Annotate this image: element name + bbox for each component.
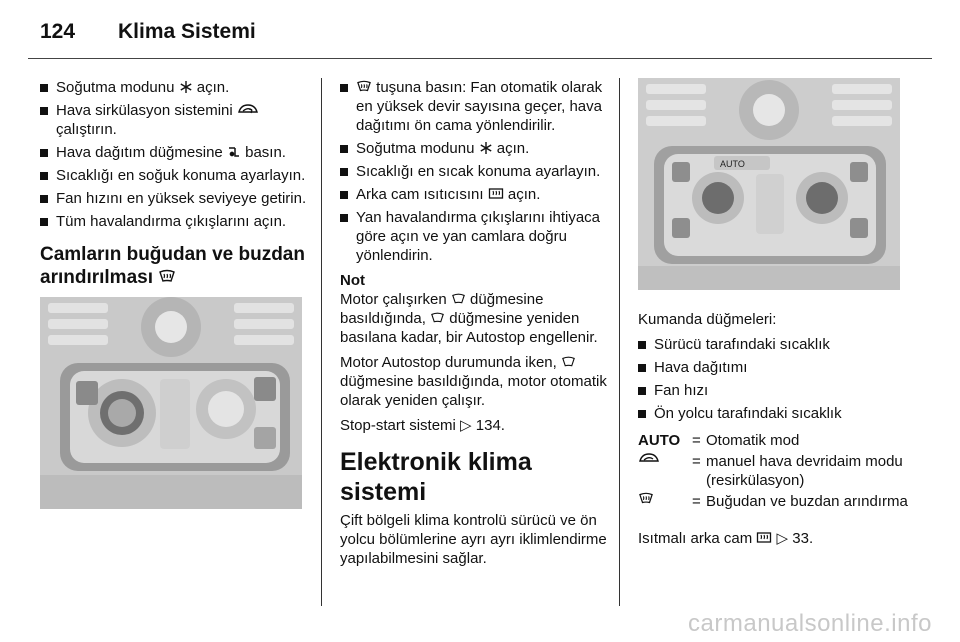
snowflake-icon [179, 80, 193, 94]
step-list-2 [340, 78, 610, 265]
electronic-climate-panel-photo [638, 78, 900, 290]
windscreen-defrost-icon [561, 356, 576, 369]
list-item: Soğutma modunu açın. [340, 139, 610, 158]
definition-value: Buğudan ve buzdan arındırma [706, 493, 908, 510]
climate-panel-photo [40, 297, 302, 509]
climate-panel-illustration [40, 297, 302, 509]
windscreen-defrost-icon [158, 269, 176, 285]
windscreen-defrost-icon [356, 80, 372, 94]
list-item: Soğutma modunu açın. [40, 78, 312, 97]
list-item: Fan hızını en yüksek seviyeye getirin. [40, 189, 312, 208]
windscreen-defrost-icon [451, 293, 466, 306]
section-heading: Camların buğudan ve buzdan arındırılması [40, 244, 305, 288]
list-item: Hava sirkülasyon sistemini çalıştırın. [40, 101, 312, 139]
definition-key: AUTO [638, 432, 681, 449]
definition-key [638, 492, 692, 511]
list-item: tuşuna basın: Fan otomatik olarak en yüksek devir sayısına geçer, hava dağıtımı ön cama yönlendirilir. [340, 78, 610, 135]
list-item: Sıcaklığı en sıcak konuma ayarlayın. [340, 162, 610, 181]
note-paragraph: Motor Autostop durumunda iken, düğmesine basıldığında, motor otomatik olarak yeniden çalışır. [340, 354, 607, 409]
definition-value: manuel hava devridaim modu (resirkülasyon) [706, 453, 903, 489]
note-paragraph: Motor çalışırken düğmesine basıldığında, düğmesine yeniden basılana kadar, bir Autostop engellenir. [340, 291, 598, 346]
list-item: Sürücü tarafındaki sıcaklık [638, 335, 918, 354]
note-title: Not [340, 272, 365, 289]
definition-row: = Buğudan ve buzdan arındırma [638, 492, 918, 511]
column-3 [638, 78, 918, 554]
section-title: Elektronik klima sistemi [340, 448, 532, 506]
list-item: Hava dağıtımı [638, 358, 918, 377]
cross-reference[interactable]: Stop-start sistemi ▷ 134. [340, 417, 505, 434]
column-divider-2 [619, 78, 620, 606]
step-list-1 [40, 78, 312, 231]
controls-list [638, 335, 918, 423]
watermark: carmanualsonline.info [688, 610, 932, 637]
air-distribution-icon [227, 145, 241, 159]
recirculation-icon [237, 103, 259, 117]
rear-window-heater-icon [488, 187, 504, 201]
column-2 [340, 78, 610, 574]
definition-row: AUTO = Otomatik mod [638, 431, 918, 450]
page-title: Klima Sistemi [118, 20, 256, 43]
list-item: Fan hızı [638, 381, 918, 400]
list-item: Tüm havalandırma çıkışlarını açın. [40, 212, 312, 231]
section-body: Çift bölgeli klima kontrolü sürücü ve ön yolcu bölümlerine ayrı ayrı iklimlendirme yapılabilmesini sağlar. [340, 512, 607, 567]
windscreen-defrost-icon [430, 312, 445, 325]
definition-value: Otomatik mod [706, 432, 800, 449]
header-rule [28, 58, 932, 59]
column-divider-1 [321, 78, 322, 606]
footer-reference[interactable]: Isıtmalı arka cam ▷ 33. [638, 530, 814, 547]
recirculation-icon [638, 452, 660, 466]
list-item: Arka cam ısıtıcısını açın. [340, 185, 610, 204]
snowflake-icon [479, 141, 493, 155]
panel-auto-label: AUTO [720, 159, 745, 169]
rear-window-heater-icon [756, 531, 772, 545]
windscreen-defrost-icon [638, 492, 654, 506]
definition-key [638, 452, 692, 490]
definition-row: = manuel hava devridaim modu (resirkülasyon) [638, 452, 918, 490]
controls-title: Kumanda düğmeleri: [638, 311, 777, 328]
arrow-icon: ▷ [460, 417, 472, 434]
list-item: Hava dağıtım düğmesine basın. [40, 143, 312, 162]
list-item: Ön yolcu tarafındaki sıcaklık [638, 404, 918, 423]
arrow-icon: ▷ [776, 530, 789, 547]
definitions-table [638, 431, 918, 511]
column-1 [40, 78, 312, 509]
list-item: Yan havalandırma çıkışlarını ihtiyaca göre açın ve yan camlara doğru yönlendirin. [340, 208, 610, 265]
page-number: 124 [40, 20, 76, 43]
list-item: Sıcaklığı en soğuk konuma ayarlayın. [40, 166, 312, 185]
electronic-climate-panel-illustration [638, 78, 900, 290]
